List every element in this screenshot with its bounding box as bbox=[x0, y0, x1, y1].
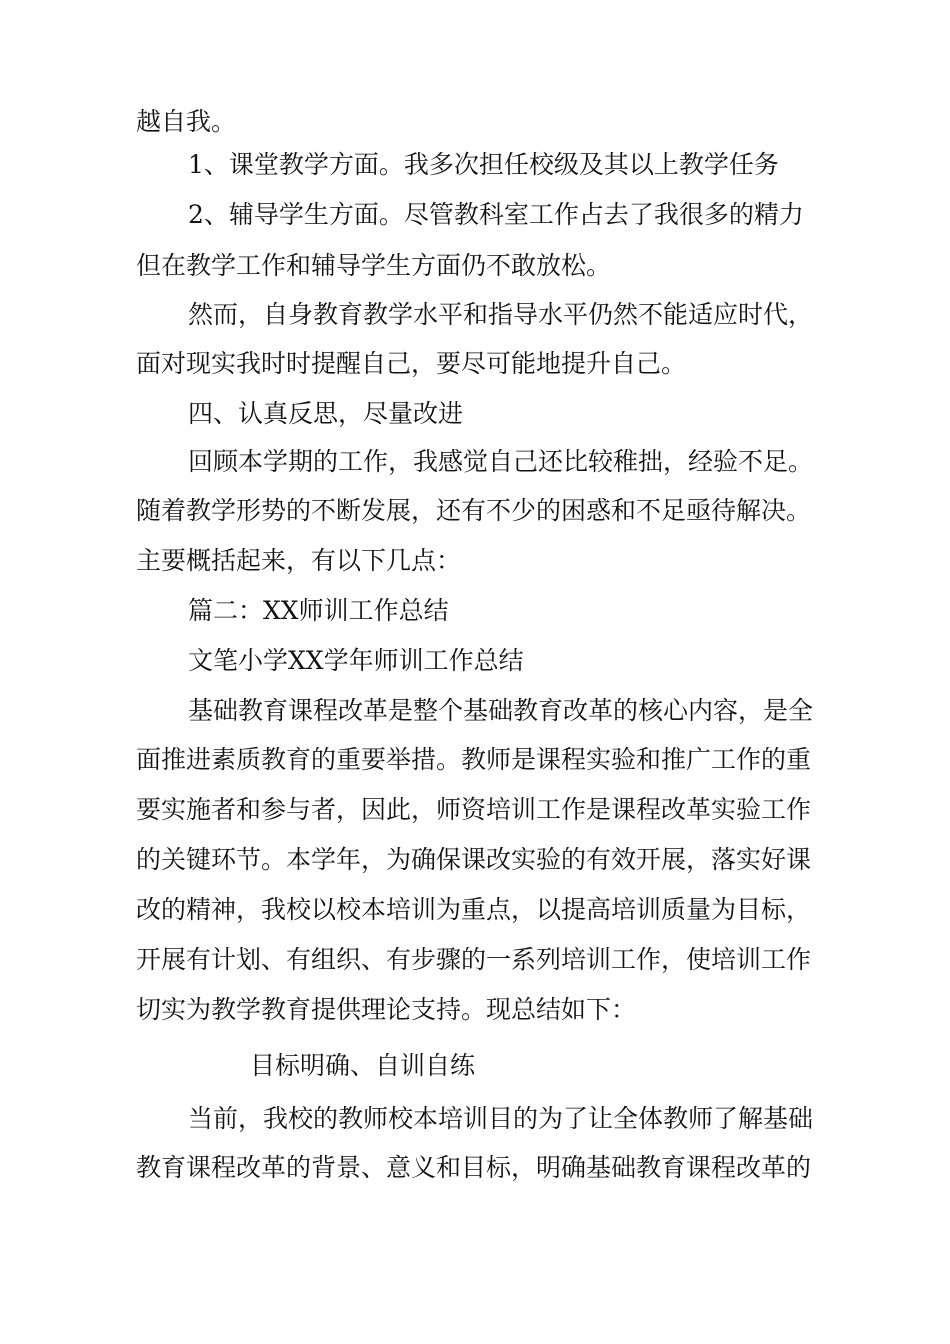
text-line: 回顾本学期的工作，我感觉自己还比较稚拙，经验不足。 bbox=[188, 447, 814, 476]
text-line: 主要概括起来，有以下几点： bbox=[136, 546, 462, 575]
text-line: 文笔小学XX学年师训工作总结 bbox=[188, 646, 524, 675]
text-line: 切实为教学教育提供理论支持。现总结如下： bbox=[136, 995, 637, 1024]
text-line: 开展有计划、有组织、有步骤的一系列培训工作，使培训工作 bbox=[136, 945, 812, 974]
text-line: 当前，我校的教师校本培训目的为了让全体教师了解基础 bbox=[188, 1104, 814, 1133]
text-line: 面推进素质教育的重要举措。教师是课程实验和推广工作的重 bbox=[136, 745, 812, 774]
text-line: 基础教育课程改革是整个基础教育改革的核心内容，是全 bbox=[188, 696, 814, 725]
text-line: 越自我。 bbox=[136, 107, 237, 136]
text-line: 目标明确、自训自练 bbox=[250, 1051, 476, 1080]
text-line: 教育课程改革的背景、意义和目标，明确基础教育课程改革的 bbox=[136, 1153, 812, 1182]
text-line: 2、辅导学生方面。尽管教科室工作占去了我很多的精力 bbox=[188, 200, 804, 229]
text-line: 篇二：XX师训工作总结 bbox=[188, 596, 449, 625]
text-line: 随着教学形势的不断发展，还有不少的困惑和不足亟待解决。 bbox=[136, 496, 812, 525]
text-line: 然而，自身教育教学水平和指导水平仍然不能适应时代， bbox=[188, 300, 814, 329]
text-line: 改的精神，我校以校本培训为重点，以提高培训质量为目标， bbox=[136, 895, 812, 924]
text-line: 面对现实我时时提醒自己，要尽可能地提升自己。 bbox=[136, 349, 687, 378]
text-line: 1、课堂教学方面。我多次担任校级及其以上教学任务 bbox=[188, 150, 779, 179]
text-line: 四、认真反思，尽量改进 bbox=[188, 399, 464, 428]
text-line: 的关键环节。本学年，为确保课改实验的有效开展，落实好课 bbox=[136, 845, 812, 874]
text-line: 要实施者和参与者，因此，师资培训工作是课程改革实验工作 bbox=[136, 795, 812, 824]
text-line: 但在教学工作和辅导学生方面仍不敢放松。 bbox=[136, 251, 612, 280]
